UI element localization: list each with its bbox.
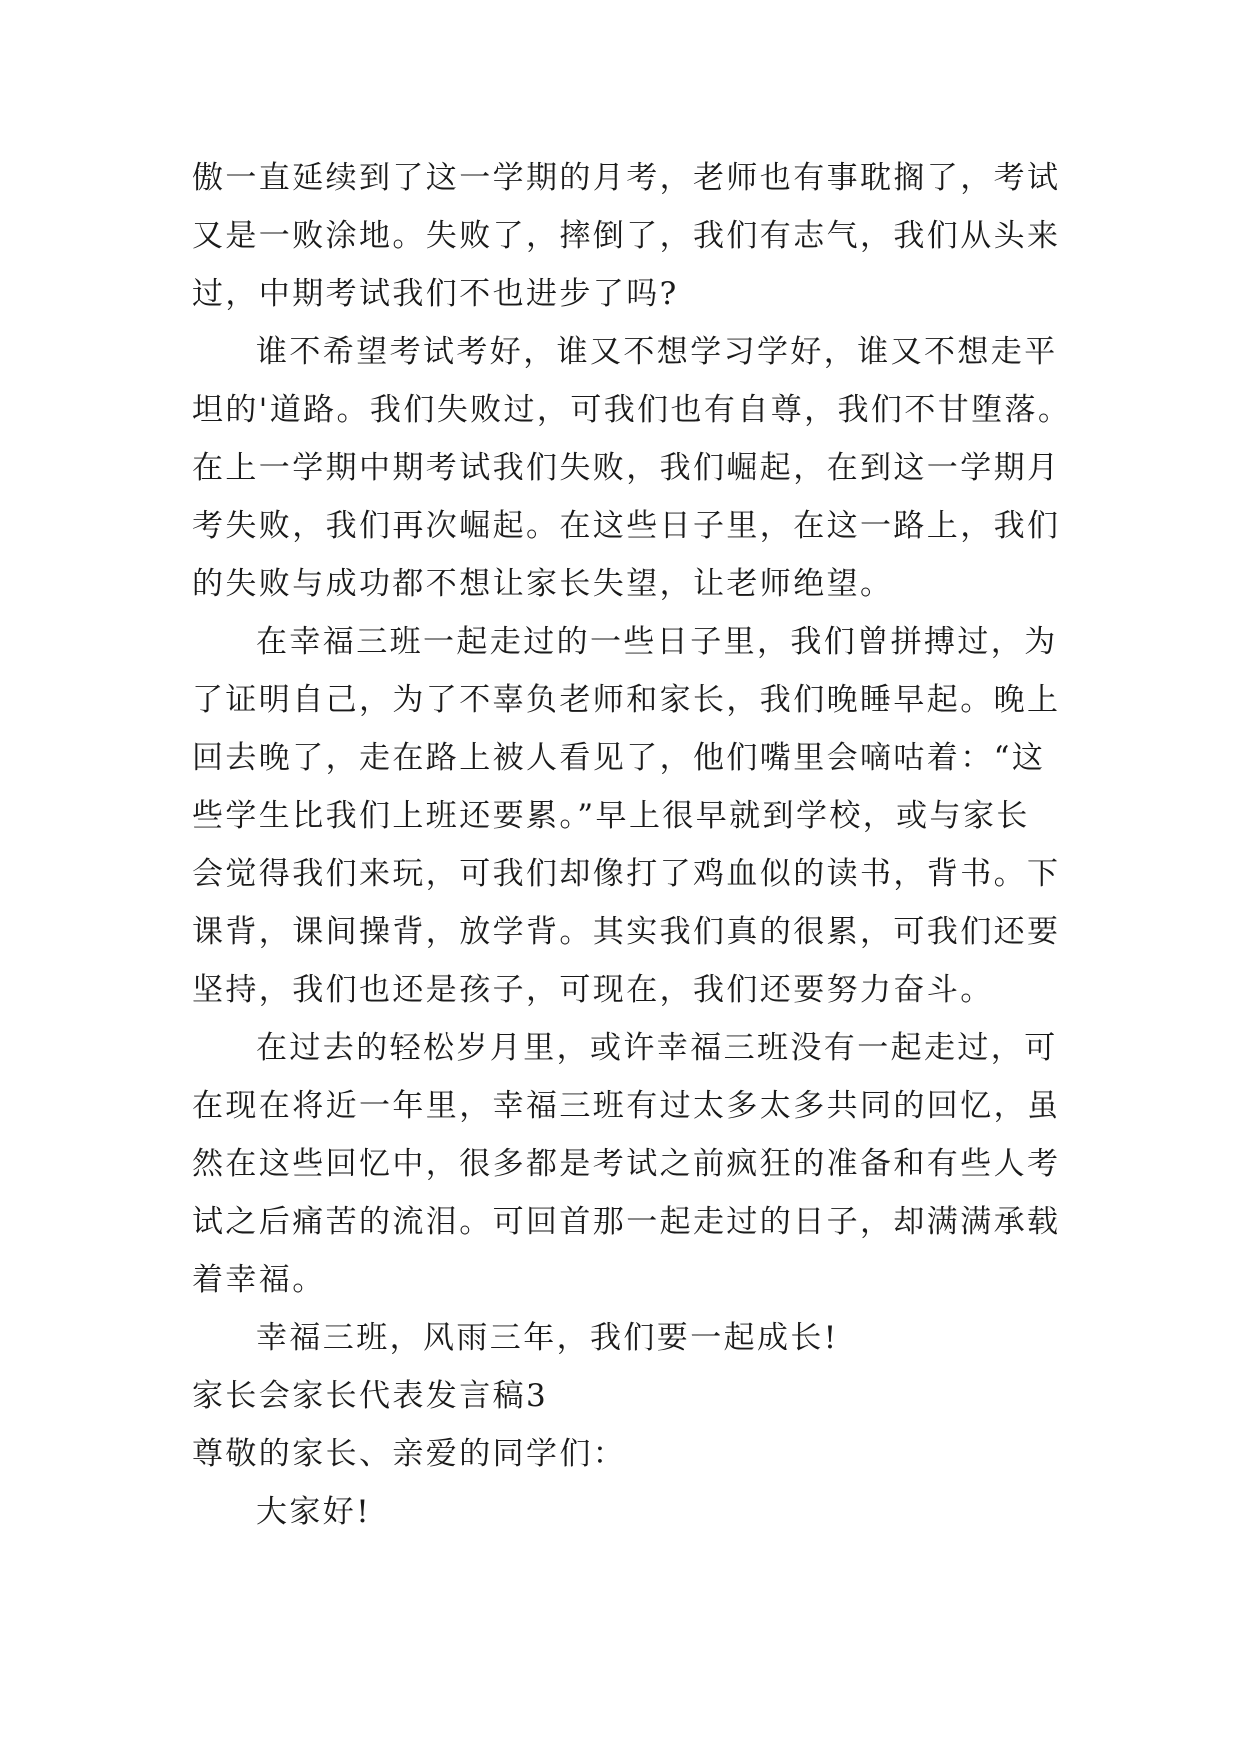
- paragraph-3-line-2: 了证明自己，为了不辜负老师和家长，我们晚睡早起。晚上: [192, 682, 1061, 718]
- paragraph-4-line-5: 着幸福。: [192, 1262, 326, 1298]
- paragraph-2-line-3: 在上一学期中期考试我们失败，我们崛起，在到这一学期月: [192, 450, 1061, 486]
- paragraph-2-line-2: 坦的'道路。我们失败过，可我们也有自尊，我们不甘堕落。: [192, 392, 1072, 428]
- paragraph-4-line-4: 试之后痛苦的流泪。可回首那一起走过的日子，却满满承载: [192, 1204, 1061, 1240]
- paragraph-2-line-1: 谁不希望考试考好，谁又不想学习学好，谁又不想走平: [256, 334, 1058, 370]
- paragraph-4-line-3: 然在这些回忆中，很多都是考试之前疯狂的准备和有些人考: [192, 1146, 1061, 1182]
- paragraph-3-line-4: 些学生比我们上班还要累。”早上很早就到学校，或与家长: [192, 798, 1030, 834]
- paragraph-5-line-1: 幸福三班，风雨三年，我们要一起成长!: [256, 1320, 839, 1356]
- paragraph-2-line-4: 考失败，我们再次崛起。在这些日子里，在这一路上，我们: [192, 508, 1061, 544]
- paragraph-2-line-5: 的失败与成功都不想让家长失望，让老师绝望。: [192, 566, 894, 602]
- paragraph-3-line-6: 课背，课间操背，放学背。其实我们真的很累，可我们还要: [192, 914, 1061, 950]
- paragraph-1-line-1: 傲一直延续到了这一学期的月考，老师也有事耽搁了，考试: [192, 160, 1061, 196]
- salutation: 尊敬的家长、亲爱的同学们：: [192, 1436, 627, 1472]
- paragraph-3-line-1: 在幸福三班一起走过的一些日子里，我们曾拼搏过，为: [256, 624, 1058, 660]
- section-title: 家长会家长代表发言稿3: [192, 1378, 549, 1414]
- paragraph-3-line-7: 坚持，我们也还是孩子，可现在，我们还要努力奋斗。: [192, 972, 994, 1008]
- paragraph-3-line-3: 回去晚了，走在路上被人看见了，他们嘴里会嘀咕着：“这: [192, 740, 1046, 776]
- paragraph-4-line-2: 在现在将近一年里，幸福三班有过太多太多共同的回忆，虽: [192, 1088, 1061, 1124]
- paragraph-3-line-5: 会觉得我们来玩，可我们却像打了鸡血似的读书，背书。下: [192, 856, 1061, 892]
- greeting: 大家好!: [256, 1494, 372, 1530]
- paragraph-1-line-2: 又是一败涂地。失败了，摔倒了，我们有志气，我们从头来: [192, 218, 1061, 254]
- paragraph-1-line-3: 过，中期考试我们不也进步了吗?: [192, 276, 679, 312]
- paragraph-4-line-1: 在过去的轻松岁月里，或许幸福三班没有一起走过，可: [256, 1030, 1058, 1066]
